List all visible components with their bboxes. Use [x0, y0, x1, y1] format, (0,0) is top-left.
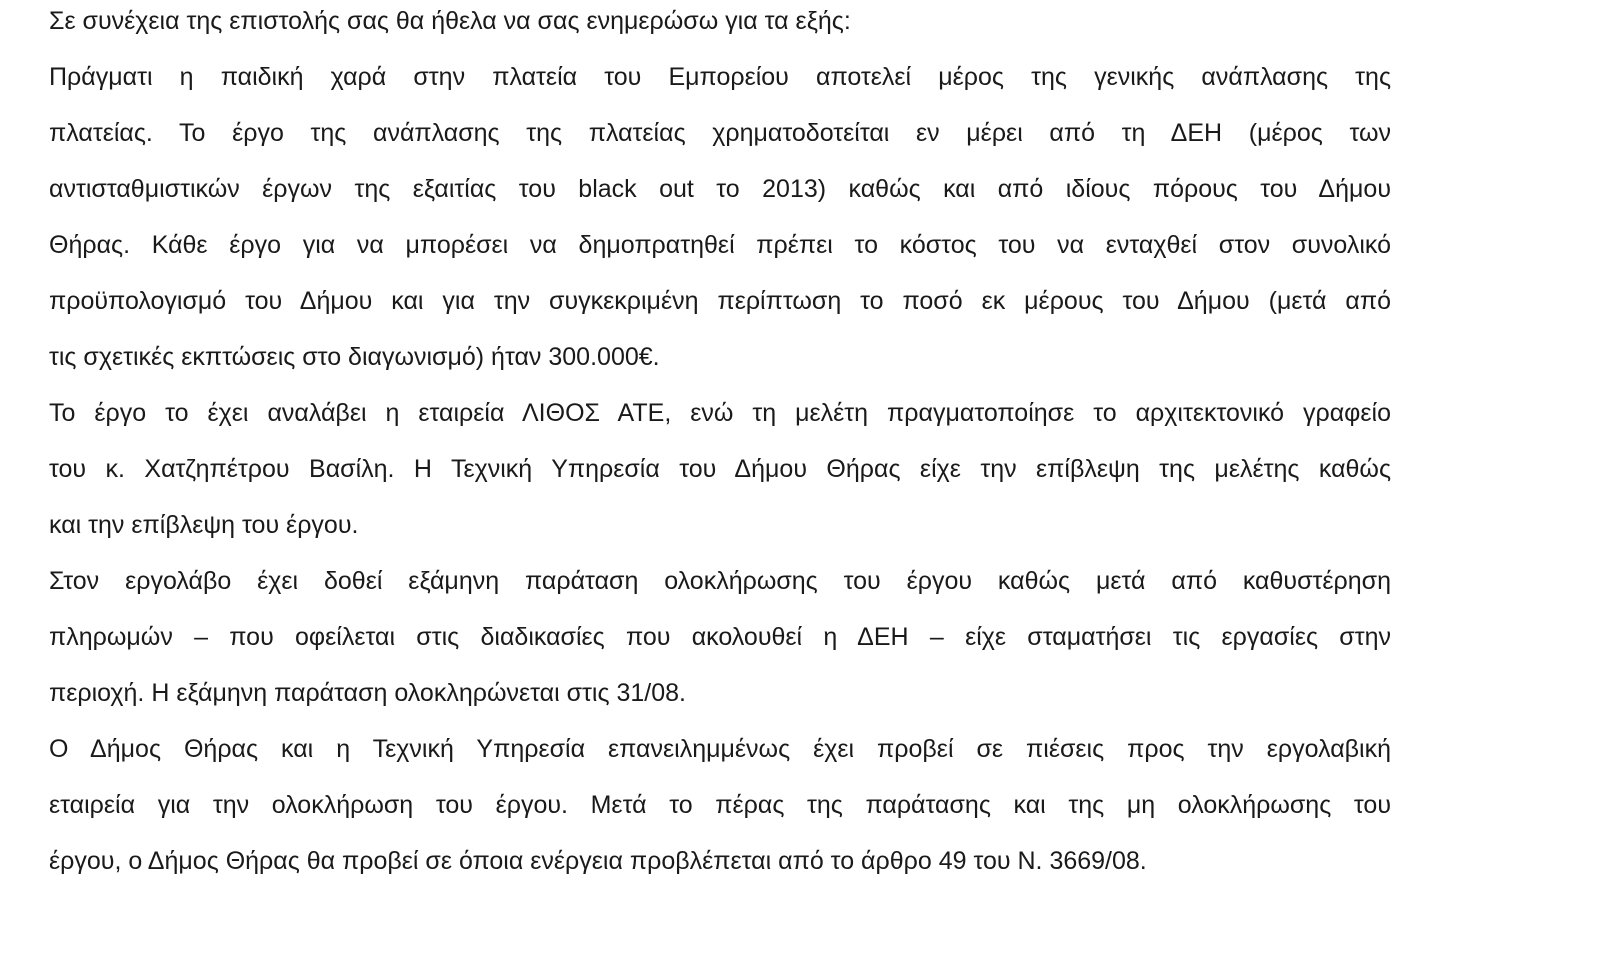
text-line: αντισταθμιστικών έργων της εξαιτίας του black out το 2013) καθώς και από ιδίους πόρους του Δήμου [49, 175, 1391, 203]
text-line: Ο Δήμος Θήρας και η Τεχνική Υπηρεσία επανειλημμένως έχει προβεί σε πιέσεις προς την εργολαβική [49, 735, 1391, 763]
text-line: Το έργο το έχει αναλάβει η εταιρεία ΛΙΘΟΣ ΑΤΕ, ενώ τη μελέτη πραγματοποίησε το αρχιτεκτονικό γραφείο [49, 399, 1391, 427]
text-line: Στον εργολάβο έχει δοθεί εξάμηνη παράταση ολοκλήρωσης του έργου καθώς μετά από καθυστέρηση [49, 567, 1391, 595]
text-line: Θήρας. Κάθε έργο για να μπορέσει να δημοπρατηθεί πρέπει το κόστος του να ενταχθεί στον συνολικό [49, 231, 1391, 259]
text-line: πλατείας. Το έργο της ανάπλασης της πλατείας χρηματοδοτείται εν μέρει από τη ΔΕΗ (μέρος των [49, 119, 1391, 147]
text-line: τις σχετικές εκπτώσεις στο διαγωνισμό) ήταν 300.000€. [49, 343, 660, 371]
text-line: Πράγματι η παιδική χαρά στην πλατεία του Εμπορείου αποτελεί μέρος της γενικής ανάπλασης της [49, 63, 1391, 91]
text-line: εταιρεία για την ολοκλήρωση του έργου. Μετά το πέρας της παράτασης και της μη ολοκλήρωσης του [49, 791, 1391, 819]
text-line: και την επίβλεψη του έργου. [49, 511, 359, 539]
text-line: περιοχή. Η εξάμηνη παράταση ολοκληρώνεται στις 31/08. [49, 679, 686, 707]
text-line: του κ. Χατζηπέτρου Βασίλη. Η Τεχνική Υπηρεσία του Δήμου Θήρας είχε την επίβλεψη της μελέτης καθώς [49, 455, 1391, 483]
text-line: πληρωμών – που οφείλεται στις διαδικασίες που ακολουθεί η ΔΕΗ – είχε σταματήσει τις εργασίες στην [49, 623, 1391, 651]
text-line: έργου, ο Δήμος Θήρας θα προβεί σε όποια ενέργεια προβλέπεται από το άρθρο 49 του Ν. 3669/08. [49, 847, 1147, 875]
text-line-intro: Σε συνέχεια της επιστολής σας θα ήθελα να σας ενημερώσω για τα εξής: [49, 7, 851, 35]
text-line: προϋπολογισμό του Δήμου και για την συγκεκριμένη περίπτωση το ποσό εκ μέρους του Δήμου (μετά από [49, 287, 1391, 315]
